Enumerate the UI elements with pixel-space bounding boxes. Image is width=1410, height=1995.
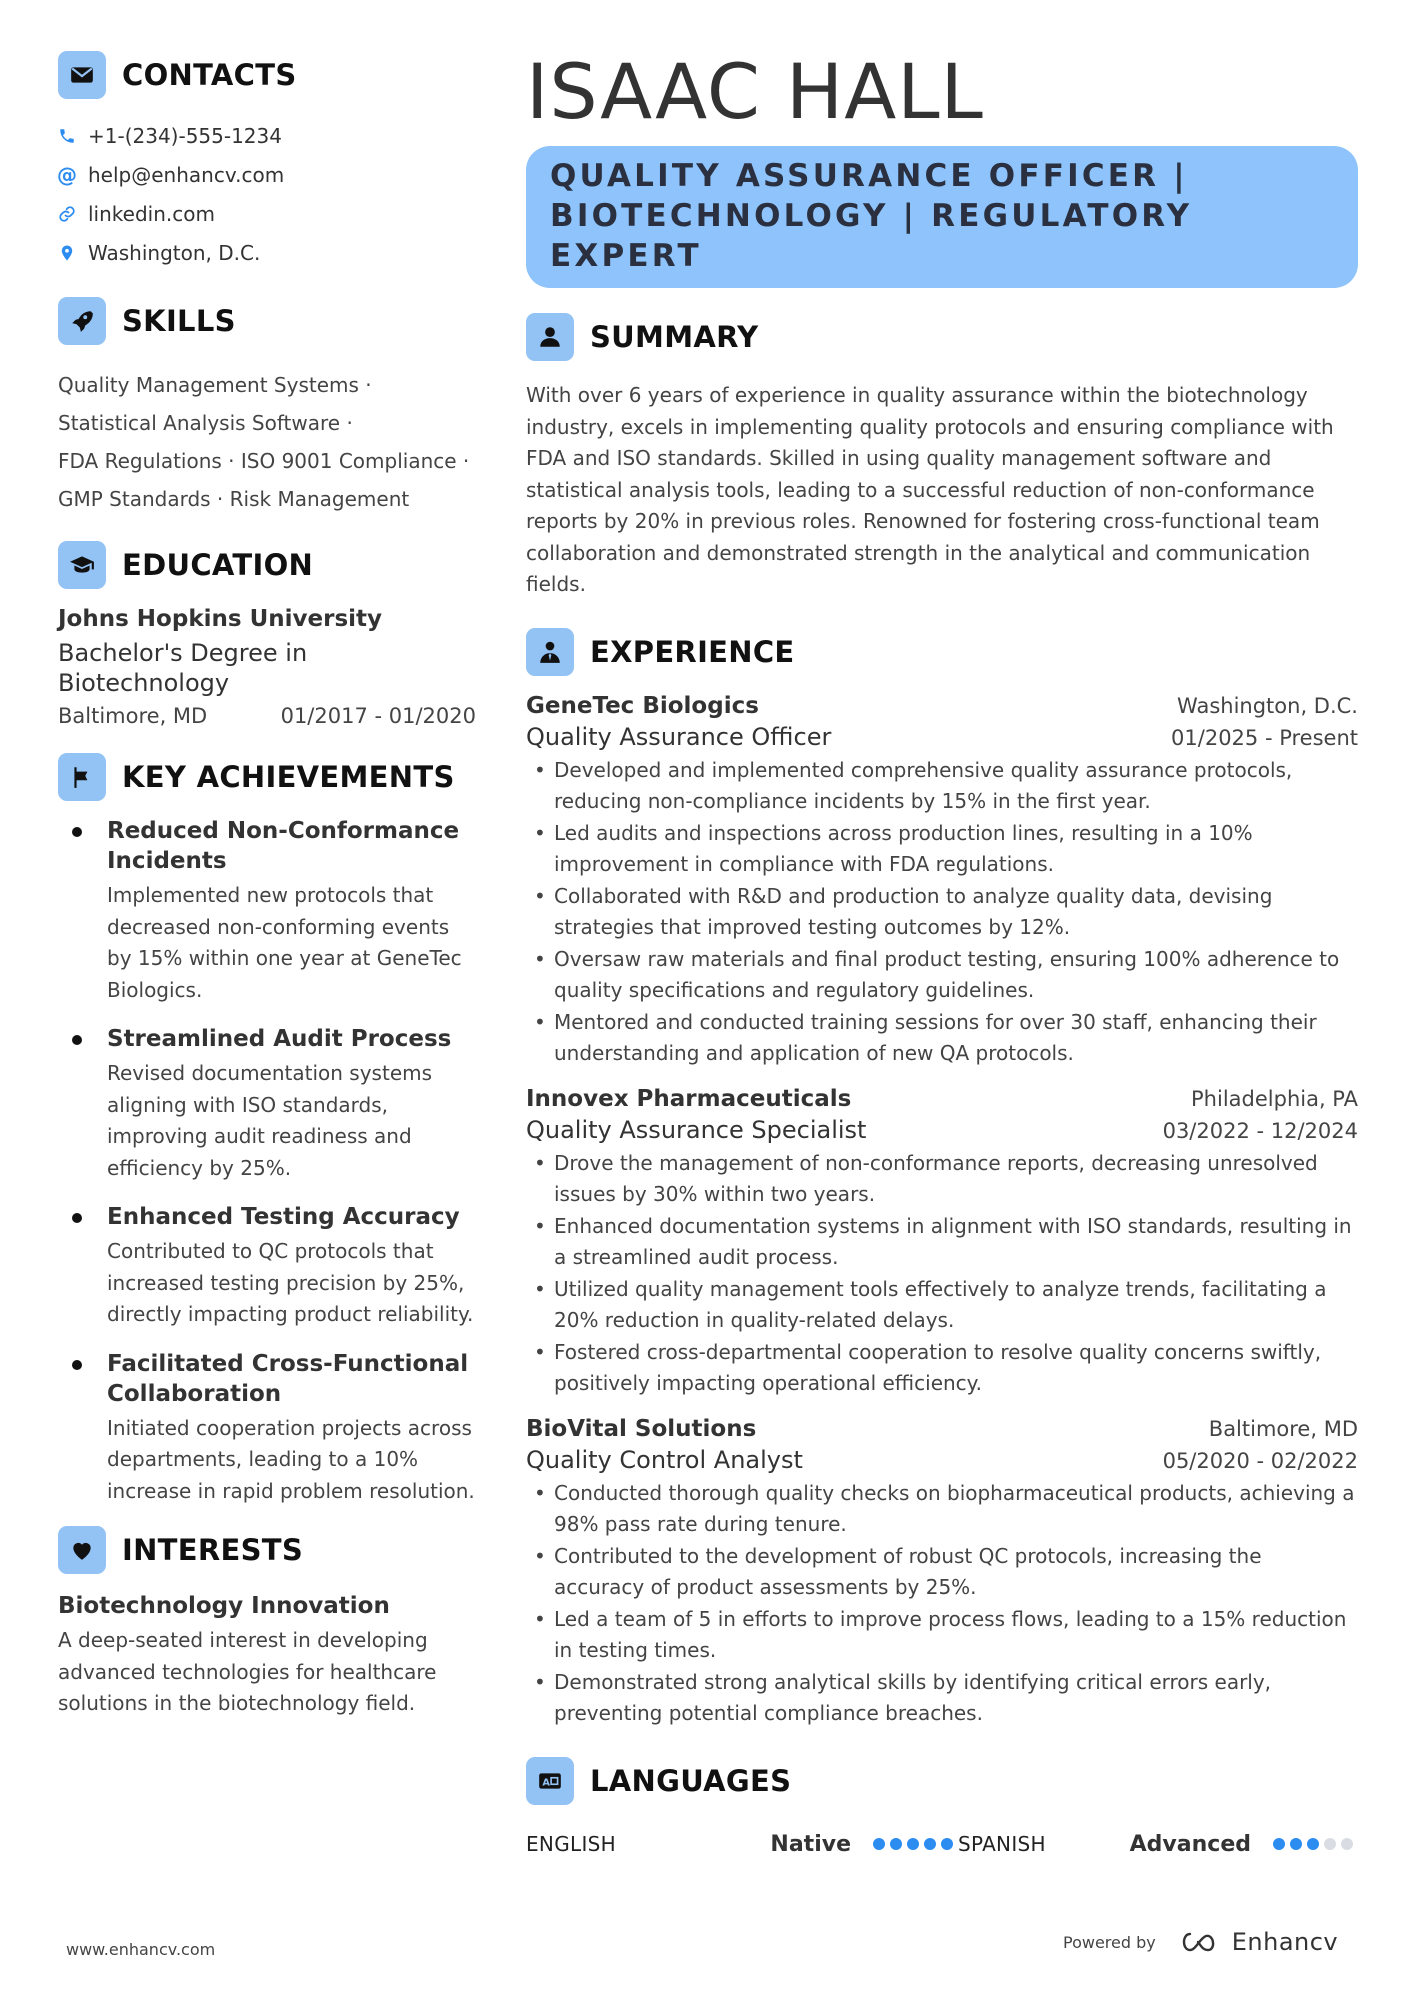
summary-title: SUMMARY [590,320,759,354]
job-bullets [526,755,1358,1070]
footer-branding [1063,1928,1338,1956]
job-dates: 05/2020 - 02/2022 [1162,1448,1358,1473]
job-bullets [526,1148,1358,1400]
achievement-item [58,1202,476,1331]
link-icon [58,204,76,224]
rating-dot [1273,1838,1285,1850]
job-bullet: • Mentored and conducted training sessions for over 30 staff, enhancing their understanding and application of new QA protocols. [526,1007,1358,1070]
rating-dot [1324,1838,1336,1850]
translate-icon [526,1757,574,1805]
skills-header [58,296,476,346]
education-header [58,540,476,590]
at-icon: @ [57,162,77,187]
rating-dot [1341,1838,1353,1850]
title-line: QUALITY ASSURANCE OFFICER | [550,158,1188,194]
job-entry [526,1086,1358,1400]
interests-title: INTERESTS [122,1533,304,1567]
achievement-title: Facilitated Cross-Functional Collaboration [107,1350,469,1407]
rocket-icon [58,297,106,345]
language-item [958,1832,1358,1857]
achievement-desc: Initiated cooperation projects across departments, leading to a 10% increase in rapid problem resolution. [107,1415,475,1503]
education-meta [58,704,476,728]
envelope-icon [58,51,106,99]
candidate-name: ISAAC HALL [526,47,984,136]
skills-list [58,366,476,518]
achievements-title: KEY ACHIEVEMENTS [122,760,455,794]
contact-linkedin[interactable] [58,194,476,233]
bullet-dot [72,1360,82,1370]
job-title-banner [526,146,1358,288]
achievement-desc: Revised documentation systems aligning with ISO standards, improving audit readiness and efficiency by 25%. [107,1061,433,1180]
language-name: ENGLISH [526,1832,616,1856]
languages-title: LANGUAGES [590,1763,792,1798]
job-bullets [526,1478,1358,1730]
right-column [526,47,1358,1857]
achievements-list [58,816,476,1507]
location-pin-icon [58,243,76,263]
left-column [58,50,476,1720]
phone-text: +1-(234)-555-1234 [88,123,282,148]
achievement-title: Enhanced Testing Accuracy [107,1204,460,1230]
job-role: Quality Assurance Officer [526,722,832,751]
job-bullet: • Demonstrated strong analytical skills by identifying critical errors early, preventing potential compliance breaches. [526,1667,1358,1730]
job-bullet: • Contributed to the development of robust QC protocols, increasing the accuracy of product assessments by 25%. [526,1541,1358,1604]
achievements-header [58,752,476,802]
location-text: Washington, D.C. [88,240,261,265]
language-rating [1273,1838,1358,1850]
heart-icon [58,1526,106,1574]
job-entry [526,693,1358,1070]
rating-dot [924,1838,936,1850]
bullet-dot [72,1213,82,1223]
job-company: Innovex Pharmaceuticals [526,1085,852,1112]
languages-header [526,1756,1358,1806]
education-location: Baltimore, MD [58,704,208,728]
email-text: help@enhancv.com [88,162,285,187]
achievement-desc: Contributed to QC protocols that increased testing precision by 25%, directly impacting product reliability. [107,1239,474,1326]
job-role: Quality Assurance Specialist [526,1115,867,1144]
education-degree: Bachelor's Degree in Biotechnology [58,639,308,697]
rating-dot [890,1838,902,1850]
interest-title: Biotechnology Innovation [58,1593,390,1619]
job-bullet: • Collaborated with R&D and production to analyze quality data, devising strategies that improved testing outcomes by 12%. [526,881,1358,944]
achievement-item [58,1349,476,1508]
job-dates: 01/2025 - Present [1171,725,1358,750]
rating-dot [941,1838,953,1850]
language-name: SPANISH [958,1832,1046,1856]
summary-header [526,312,1358,362]
powered-by-text: Powered by [1063,1932,1156,1952]
job-bullet: • Led a team of 5 in efforts to improve process flows, leading to a 15% reduction in testing times. [526,1604,1358,1667]
bullet-dot [72,827,82,837]
job-role: Quality Control Analyst [526,1445,803,1474]
flag-icon [58,753,106,801]
skills-line: Quality Management Systems · [58,373,372,397]
language-level: Advanced [1129,1831,1251,1857]
experience-title: EXPERIENCE [590,634,795,669]
contacts-list [58,116,476,272]
interests-header [58,1525,476,1575]
graduation-cap-icon [58,541,106,589]
languages-list [526,1832,1358,1857]
skills-title: SKILLS [122,304,236,338]
job-bullet: • Oversaw raw materials and final product testing, ensuring 100% adherence to quality specifications and regulatory guidelines. [526,944,1358,1007]
rating-dot [1290,1838,1302,1850]
rating-dot [1307,1838,1319,1850]
job-bullet: • Conducted thorough quality checks on biopharmaceutical products, achieving a 98% pass rate during tenure. [526,1478,1358,1541]
enhancv-logo-icon [1178,1930,1224,1954]
job-location: Philadelphia, PA [1191,1086,1358,1111]
rating-dot [907,1838,919,1850]
svg-text:A: A [542,1776,550,1788]
bullet-dot [72,1035,82,1045]
achievement-item [58,816,476,1006]
rating-dot [873,1838,885,1850]
title-line: BIOTECHNOLOGY | REGULATORY EXPERT [550,198,1193,274]
job-company: BioVital Solutions [526,1415,757,1442]
job-location: Baltimore, MD [1208,1416,1358,1441]
phone-icon [58,126,76,146]
contacts-header [58,50,476,100]
job-bullet: • Drove the management of non-conformance reports, decreasing unresolved issues by 30% within two years. [526,1148,1358,1211]
job-bullet: • Utilized quality management tools effectively to analyze trends, facilitating a 20% reduction in quality-related delays. [526,1274,1358,1337]
skills-line: Statistical Analysis Software · [58,411,353,435]
contact-email[interactable] [58,155,476,194]
job-entry [526,1416,1358,1730]
education-title: EDUCATION [122,548,314,582]
job-bullet: • Led audits and inspections across production lines, resulting in a 10% improvement in compliance with FDA regulations. [526,818,1358,881]
achievement-item [58,1024,476,1184]
contact-phone[interactable] [58,116,476,155]
achievement-desc: Implemented new protocols that decreased non-conforming events by 15% within one year at GeneTec Biologics. [107,883,462,1002]
job-location: Washington, D.C. [1177,693,1358,718]
brand-logo[interactable] [1178,1928,1338,1956]
job-bullet: • Enhanced documentation systems in alignment with ISO standards, resulting in a streamlined audit process. [526,1211,1358,1274]
summary-text: With over 6 years of experience in quality assurance within the biotechnology industry, excels in implementing quality protocols and ensuring compliance with FDA and ISO standards. Skilled in using quality management software and statistical analysis tools, leading to a successful reduction of non-conformance reports by 20% in previous roles. Renowned for fostering cross-functional team collaboration and demonstrated strength in the analytical and communication fields. [526,383,1334,596]
language-level: Native [770,1831,851,1857]
experience-header [526,627,1358,677]
job-bullet: • Fostered cross-departmental cooperation to resolve quality concerns swiftly, positively impacting operational efficiency. [526,1337,1358,1400]
education-dates: 01/2017 - 01/2020 [280,704,476,728]
language-item [526,1832,958,1857]
job-dates: 03/2022 - 12/2024 [1162,1118,1358,1143]
linkedin-text: linkedin.com [88,201,215,226]
job-bullet: • Developed and implemented comprehensive quality assurance protocols, reducing non-compliance incidents by 15% in the first year. [526,755,1358,818]
footer-website[interactable]: www.enhancv.com [66,1940,216,1959]
brand-name: Enhancv [1231,1928,1339,1956]
skills-line: FDA Regulations · ISO 9001 Compliance · [58,449,470,473]
person-icon [526,313,574,361]
achievement-title: Reduced Non-Conformance Incidents [107,818,460,874]
education-school: Johns Hopkins University [58,606,382,632]
interest-desc: A deep-seated interest in developing advanced technologies for healthcare solutions in the biotechnology field. [58,1628,437,1715]
contact-location [58,233,476,272]
skills-line: GMP Standards · Risk Management [58,487,410,511]
achievement-title: Streamlined Audit Process [107,1026,452,1052]
language-rating [873,1838,958,1850]
briefcase-person-icon [526,628,574,676]
contacts-title: CONTACTS [122,58,297,92]
job-company: GeneTec Biologics [526,692,759,719]
